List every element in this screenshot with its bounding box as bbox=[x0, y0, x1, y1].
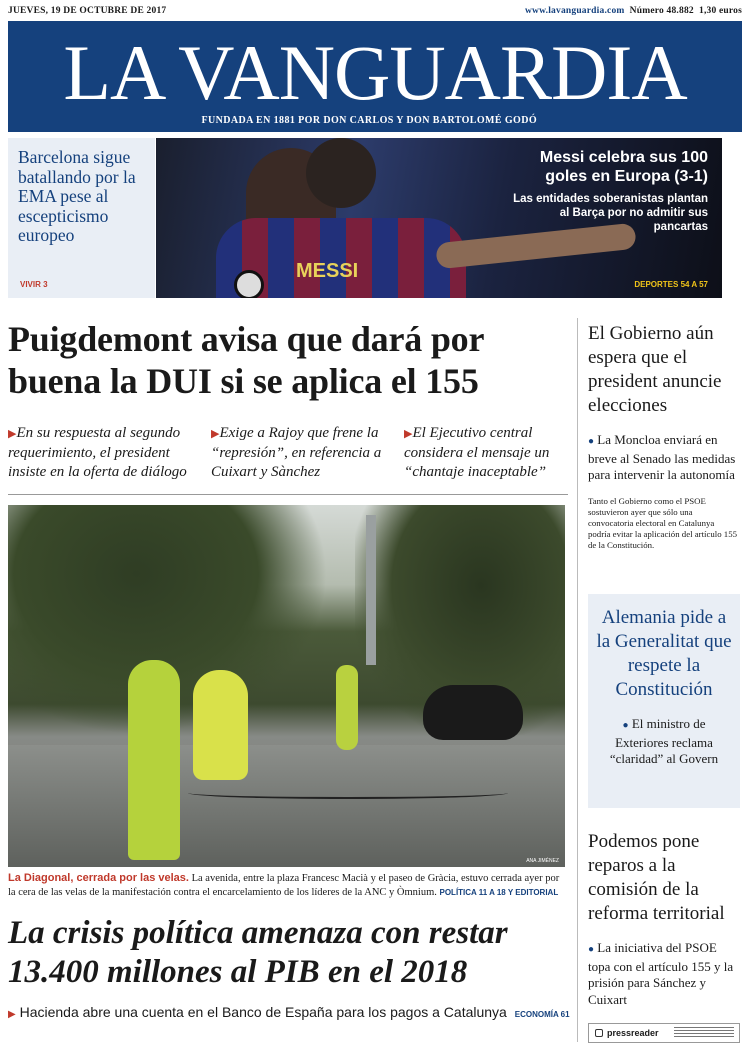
sidebar-sub-text: El ministro de Exteriores reclama “claridad” al Govern bbox=[609, 716, 719, 766]
sidebar-story-gobierno[interactable] bbox=[588, 322, 738, 551]
second-section-ref[interactable]: ECONOMÍA 61 bbox=[514, 1010, 570, 1019]
triangle-bullet-icon: ▶ bbox=[8, 1009, 16, 1020]
player-head bbox=[306, 138, 376, 208]
road bbox=[8, 745, 565, 867]
issue-number: Número 48.882 bbox=[629, 6, 694, 16]
messi-teaser-title: Messi celebra sus 100 goles en Europa (3-1) bbox=[539, 149, 708, 185]
fine-print bbox=[674, 1027, 734, 1039]
dot-bullet-icon: ● bbox=[622, 720, 629, 731]
pressreader-icon bbox=[595, 1029, 603, 1037]
issue-price: 1,30 euros bbox=[699, 6, 742, 16]
sidebar-sub-text: La iniciativa del PSOE topa con el artículo 155 y la prisión para Sánchez y Cuixart bbox=[588, 940, 734, 1007]
sidebar-story-podemos[interactable] bbox=[588, 830, 740, 1008]
cleaning-worker bbox=[128, 660, 180, 860]
sidebar-story-gobierno-headline: El Gobierno aún espera que el president anuncie elecciones bbox=[588, 323, 722, 416]
messi-photo-teaser[interactable] bbox=[156, 138, 722, 298]
caption-lead: La Diagonal, cerrada por las velas. bbox=[8, 872, 189, 884]
caption-text: La avenida, entre la plaza Francesc Macià y el paseo de Gràcia, estuvo cerrada ayer por la cera de las velas de la manifestación contra el encarcelamiento de los líderes de la ANC y Òmnium. bbox=[8, 873, 560, 898]
pressreader-badge[interactable] bbox=[588, 1023, 740, 1043]
founded-line: FUNDADA EN 1881 POR DON CARLOS Y DON BARTOLOMÉ GODÓ bbox=[201, 115, 537, 126]
bullet-text: Exige a Rajoy que frene la “represión”, en referencia a Cuixart y Sànchez bbox=[211, 425, 382, 480]
sidebar-story-alemania[interactable] bbox=[588, 594, 740, 808]
sidebar-story-podemos-sub bbox=[588, 940, 740, 1008]
triangle-bullet-icon: ▶ bbox=[8, 428, 17, 440]
teaser-ema-headline: Barcelona sigue batallando por la EMA pese al escepticismo europeo bbox=[18, 147, 136, 245]
bullet-text: El Ejecutivo central considera el mensaje un “chantaje inaceptable” bbox=[404, 425, 550, 480]
photo-credit: ANA JIMÉNEZ bbox=[526, 858, 559, 864]
sidebar-sub-text: La Moncloa enviará en breve al Senado las medidas para intervenir la autonomía bbox=[588, 432, 736, 482]
sidebar-story-alemania-headline: Alemania pide a la Generalitat que respete la Constitución bbox=[596, 607, 732, 700]
second-headline[interactable]: La crisis política amenaza con restar 13.400 millones al PIB en el 2018 bbox=[8, 915, 508, 990]
sidebar-story-alemania-sub bbox=[596, 716, 732, 768]
teaser-ema-section: VIVIR 3 bbox=[20, 280, 48, 289]
triangle-bullet-icon: ▶ bbox=[211, 428, 220, 440]
sidebar-story-podemos-headline: Podemos pone reparos a la comisión de la reforma territorial bbox=[588, 831, 725, 924]
newspaper-logo: LA VANGUARDIA bbox=[63, 29, 687, 116]
divider bbox=[8, 494, 568, 495]
water-hose bbox=[188, 787, 508, 799]
bullet-item bbox=[8, 424, 204, 482]
sidebar-story-gobierno-sub bbox=[588, 432, 738, 484]
teaser-ema[interactable] bbox=[8, 138, 155, 298]
masthead bbox=[8, 21, 742, 132]
messi-teaser-subtitle: Las entidades soberanistas plantan al Barça por no admitir sus pancartas bbox=[513, 193, 708, 233]
top-info-line bbox=[8, 6, 742, 20]
dot-bullet-icon: ● bbox=[588, 436, 595, 447]
main-headline[interactable]: Puigdemont avisa que dará por buena la DUI si se aplica el 155 bbox=[8, 319, 484, 401]
website-link[interactable]: www.lavanguardia.com bbox=[524, 6, 625, 16]
second-subhead bbox=[8, 1004, 573, 1020]
column-divider bbox=[577, 318, 578, 1042]
bullet-item bbox=[211, 424, 401, 482]
obelisk bbox=[366, 515, 376, 665]
caption-section-ref[interactable]: POLÍTICA 11 A 18 Y EDITORIAL bbox=[439, 888, 559, 897]
shirt-name: MESSI bbox=[296, 260, 359, 282]
photo-caption bbox=[8, 871, 568, 900]
issue-meta bbox=[525, 6, 742, 16]
messi-teaser-text bbox=[508, 148, 708, 234]
issue-date: JUEVES, 19 DE OCTUBRE DE 2017 bbox=[8, 6, 167, 16]
motorbike bbox=[423, 685, 523, 740]
messi-teaser-section: DEPORTES 54 A 57 bbox=[634, 280, 708, 289]
dot-bullet-icon: ● bbox=[588, 944, 595, 955]
bullet-text: En su respuesta al segundo requerimiento, el president insiste en la oferta de diálogo bbox=[8, 425, 187, 480]
diagonal-cleaning-photo[interactable] bbox=[8, 505, 565, 867]
cleaning-worker bbox=[336, 665, 358, 750]
cleaning-worker bbox=[193, 670, 248, 780]
pressreader-label: pressreader bbox=[607, 1028, 659, 1038]
bullet-item bbox=[404, 424, 568, 482]
sidebar-story-gobierno-body: Tanto el Gobierno como el PSOE sostuvieron ayer que sólo una convocatoria electoral en Catalunya podría evitar la aplicación del artículo 155 de la Constitución. bbox=[588, 495, 737, 550]
champions-ball-logo bbox=[234, 270, 264, 298]
main-story-bullets bbox=[8, 424, 568, 484]
second-subhead-text: Hacienda abre una cuenta en el Banco de España para los pagos a Catalunya bbox=[19, 1004, 507, 1020]
triangle-bullet-icon: ▶ bbox=[404, 428, 413, 440]
